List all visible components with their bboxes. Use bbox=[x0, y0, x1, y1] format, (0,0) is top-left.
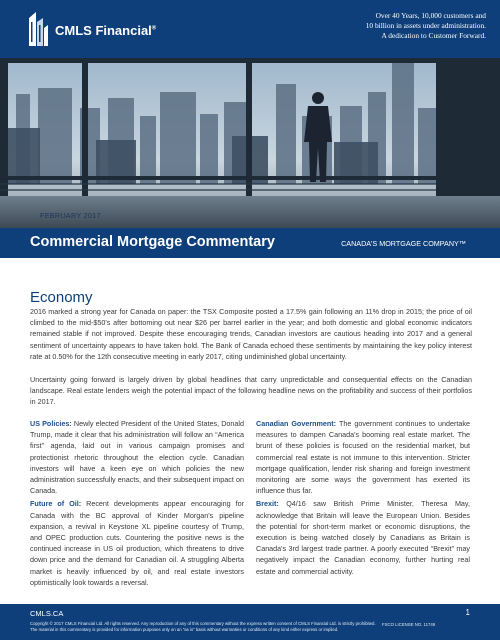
left-column bbox=[30, 418, 244, 590]
tagline-line: Over 40 Years, 10,000 customers and bbox=[375, 11, 486, 20]
headline-item-future-of-oil bbox=[30, 498, 244, 588]
headline-text: Recent developments appear encouraging for Canada with the BC approval of Kinder Morgan's pipeline expansion, a revival in Keystone XL pipeline courtesy of Trump, and OPEC production cuts. Countering the positive news is the continued increase in US oil production, which threatens to drive down price and the demand for Canadian oil. A struggling Alberta market is heavily influenced by oil, and real estate investors optimistically look towards a reversal. bbox=[30, 499, 244, 587]
tagline-line: A dedication to Customer Forward. bbox=[381, 31, 486, 40]
legal-line: Copyright © 2017 CMLS Financial Ltd. All rights reserved. Any reproduction of any of this commentary without the express written consent of CMLS Financial Ltd. is strictly prohibited. bbox=[30, 621, 376, 626]
headline-lead: US Policies: bbox=[30, 419, 72, 428]
title-band bbox=[0, 228, 500, 258]
legal-line: The material in this commentary is provided for information purposes only on an “as is” basis without warranties or conditions of any kind either express or implied. bbox=[30, 627, 339, 632]
city-skyline-illustration bbox=[0, 58, 500, 228]
issue-date: FEBRUARY 2017 bbox=[40, 211, 101, 220]
company-logo[interactable] bbox=[27, 10, 167, 46]
economy-paragraph: 2016 marked a strong year for Canada on paper: the TSX Composite posted a 17.5% gain following an 11% drop in 2015; the price of oil climbed to the mid-$50's after bottoming out near $26 per barrel earlier in the year; and both domestic and global economic indicators remained stable if not improved. Despite these encouraging trends, Canadian investors are cautious heading into 2017 and a general sentiment of uncertainty appears to have taken hold. The Bank of Canada echoed these sentiments by maintaining the key policy interest rate at 0.50% for the 12th consecutive meeting in early 2017, citing undiminished global uncertainty. bbox=[30, 307, 472, 361]
company-slogan: CANADA'S MORTGAGE COMPANY™ bbox=[341, 239, 466, 248]
headline-item-us-policies bbox=[30, 418, 244, 496]
headline-lead: Canadian Government: bbox=[256, 419, 337, 428]
header-band bbox=[0, 0, 500, 58]
headline-lead: Future of Oil: bbox=[30, 499, 82, 509]
license-number: FSCO LICENSE NO. 11749 bbox=[382, 622, 436, 627]
economy-paragraph: Uncertainty going forward is largely driven by global headlines that carry unpredictable and consequential effects on the Canadian landscape. Real estate lenders weigh the potential impact of the following headline news on the profitability and success of their portfolios in 2017. bbox=[30, 375, 472, 407]
headline-text: The government continues to undertake measures to dampen Canada's booming real estate market. The brunt of these policies is focused on the residential market, but commercial real estate is not immune to this intervention. Stricter mortgage qualification, lender risk sharing and foreign investment monitoring are some ways the government has exerted its influence thus far. bbox=[256, 419, 470, 496]
building-logo-icon bbox=[27, 10, 49, 46]
headline-lead: Brexit: bbox=[256, 499, 279, 509]
tagline-line: 10 billion in assets under administration. bbox=[365, 21, 486, 30]
document-title: Commercial Mortgage Commentary bbox=[30, 234, 275, 250]
footer-band bbox=[0, 604, 500, 640]
page-number: 1 bbox=[465, 608, 470, 617]
website-link[interactable]: CMLS.CA bbox=[30, 609, 64, 618]
headline-item-brexit bbox=[256, 498, 470, 576]
headline-text: Q4/16 saw British Prime Minister, Theresa May, acknowledge that Britain will leave the European Union. Besides the potential for short-term market or economic disruptions, the execution is being watched closely by Canadians as Britain is Canada's 3rd largest trade partner. A poorly executed “Brexit” may negatively impact the Canadian economy, further hurting real estate and commercial activity. bbox=[256, 499, 470, 576]
company-tagline bbox=[306, 11, 486, 41]
section-heading-economy: Economy bbox=[30, 289, 93, 306]
brand-name: CMLS Financial® bbox=[55, 23, 157, 38]
right-column bbox=[256, 418, 470, 579]
hero-image bbox=[0, 58, 500, 228]
headline-text: Newly elected President of the United States, Donald Trump, made it clear that his administration will follow an “America first” agenda, laid out in various campaign promises and protectionist rhetoric throughout the election cycle. Canadian investors will have a keen eye on which policies the new administration successfully enacts, and their subsequent impact on Canada. bbox=[30, 419, 245, 496]
headline-item-canadian-government bbox=[256, 418, 470, 496]
